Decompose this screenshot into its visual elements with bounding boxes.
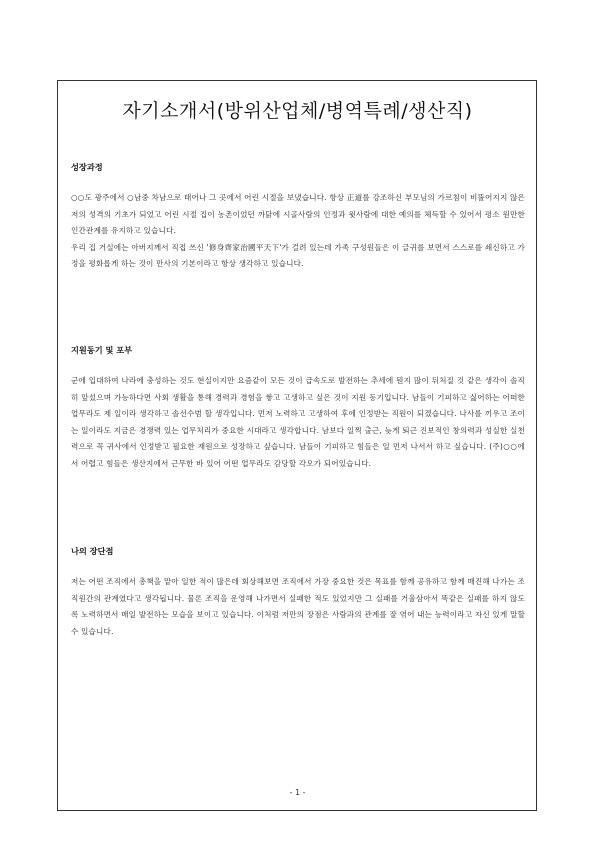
document-title: 자기소개서(방위산업체/병역특례/생산직) bbox=[122, 100, 473, 122]
paragraph: 군에 입대하여 나라에 충성하는 것도 현실이지만 요즘같이 모든 것이 급속도로 발전하는 추세에 뭔지 많이 뒤처질 것 같은 생각이 솔직히 앞섰으며 가능하다면 사회 생활을 통해 경력과 경험을 쌓고 고생하고 싶은 것이 지원 동기입니다. 남들이 기피하고 싫어하는 어떠한 업무라도 제 일이라 생각하고 솔선수범 할 생각입니다. 먼저 노력하고 고생하여 후에 인정받는 직원이 되겠습니다. 나사를 끼우고 조이는 일이라도 지금은 경쟁력 있는 업무처리가 중요한 시대라고 생각합니다. 남보다 일찍 출근, 늦게 퇴근 진보적인 창의력과 성실한 실천력으로 꼭 귀사에서 인정받고 필요한 재원으로 성장하고 싶습니다. 남들이 기피하고 힘들은 일 먼저 나서서 하고 싶습니다. (주)○○에서 어렵고 힘들은 생산지에서 근무한 바 있어 어떤 업무라도 감당할 각오가 되어있습니다. bbox=[71, 376, 525, 468]
section-heading-growth: 성장과정 bbox=[71, 162, 103, 172]
section-motivation bbox=[71, 345, 525, 472]
paragraph: ○○도 광주에서 ○남중 차남으로 태어나 그 곳에서 어린 시절을 보냈습니다. 항상 正道를 강조하신 부모님의 가르침이 비뚤어지지 않은 저의 성격의 기초가 되었고 어린 시절 집이 농촌이었던 까닭에 시골사람의 인정과 윗사람에 대한 예의를 체득할 수 있어서 평소 원만한 인간관계를 유지하고 있습니다. bbox=[71, 193, 525, 235]
section-growth bbox=[71, 162, 525, 273]
section-heading-motivation: 지원동기 및 포부 bbox=[71, 345, 133, 355]
section-heading-strengths: 나의 장단점 bbox=[71, 546, 114, 556]
paragraph: 우리 집 거실에는 아버지께서 직접 쓰신 '修身齊家治國平天下'가 걸려 있는데 가족 구성원들은 이 글귀를 보면서 스스로를 쇄신하고 가정을 평화롭게 하는 것이 만사의 기본이라고 항상 생각하고 있습니다. bbox=[71, 242, 525, 268]
paragraph: 저는 어떤 조직에서 총책을 맡아 일한 적이 많은데 회상해보면 조직에서 가장 중요한 것은 목표를 함께 공유하고 함께 매진해 나가는 조직원간의 관계였다고 생각됩니다. 물론 조직을 운영해 나가면서 실패한 적도 있었지만 그 실패를 거울삼아서 똑같은 실패를 하지 않도록 노력하면서 매일 발전하는 모습을 보이고 있습니다. 이처럼 저만의 장점은 사람과의 관계를 잘 엮어 내는 능력이라고 자신 있게 말할 수 있습니다. bbox=[71, 577, 525, 636]
page-number: - 1 - bbox=[289, 788, 306, 797]
section-strengths-weaknesses bbox=[71, 546, 525, 640]
